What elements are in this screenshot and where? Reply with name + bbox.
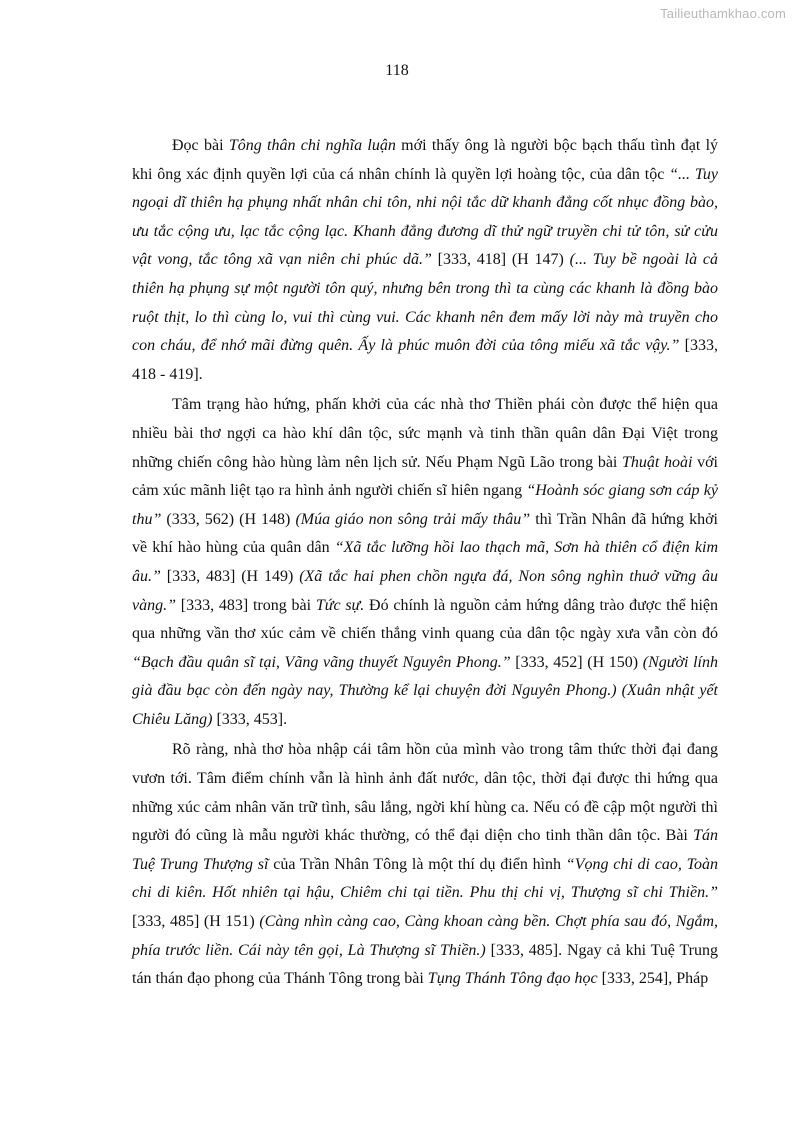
italic-run: (Xã tắc hai phen chồn ngựa đá, Non sông nghìn thuở vững âu vàng.” bbox=[132, 567, 718, 614]
italic-run: “Vọng chi di cao, Toàn chi di kiên. Hốt nhiên tại hậu, Chiêm chi tại tiền. Phu thị chi vị, Thượng sĩ chi Thiền.” bbox=[132, 855, 719, 902]
italic-run: Tán Tuệ Trung Thượng sĩ bbox=[132, 827, 718, 873]
italic-run: “Xã tắc lưỡng hồi lao thạch mã, Sơn hà thiên cổ điện kim âu.” bbox=[132, 539, 719, 585]
text-run: của Trần Nhân Tông là một thí dụ điển hình bbox=[268, 855, 566, 873]
italic-run: Tông thân chi nghĩa luận bbox=[228, 137, 396, 154]
page-number: 118 bbox=[385, 62, 409, 79]
text-run: Đó chính là nguồn cảm hứng dâng trào được thể hiện qua những vần thơ xúc cảm về chiến thắng vinh quang của dân tộc ngày xưa vẫn còn đó bbox=[132, 596, 718, 643]
text-run: Đọc bài bbox=[172, 137, 229, 154]
paragraph-2 bbox=[132, 391, 718, 734]
italic-run: Tụng Thánh Tông đạo học bbox=[427, 970, 598, 988]
text-run: [333, 418] (H 147) bbox=[431, 251, 570, 269]
text-run: [333, 485] (H 151) bbox=[132, 913, 260, 931]
italic-run: Thuật hoài bbox=[622, 453, 693, 471]
text-run: với cảm xúc mãnh liệt tạo ra hình ảnh người chiến sĩ hiên ngang bbox=[132, 453, 719, 500]
text-run: [333, 483] (H 149) bbox=[160, 567, 300, 585]
italic-run: “Bạch đầu quân sĩ tại, Vãng vãng thuyết Nguyên Phong.” bbox=[132, 653, 511, 671]
italic-run: (Càng nhìn càng cao, Càng khoan càng bền. Chợt phía sau đó, Ngắm, phía trước liền. Cái này tên gọi, Là Thượng sĩ Thiền.) bbox=[132, 913, 718, 959]
paragraph-3 bbox=[132, 736, 718, 993]
text-run: [333, 483] trong bài bbox=[176, 596, 316, 614]
italic-run: Tức sự. bbox=[315, 596, 365, 614]
text-run: Rõ ràng, nhà thơ hòa nhập cái tâm hồn của mình vào trong tâm thức thời đại đang vươn tới. Tâm điểm chính vẫn là hình ảnh đất nước, dân tộc, thời đại được thi hứng qua những xúc cảm nhân văn trữ tình, sâu lắng, ngời khí hùng ca. Nếu có đề cập một người thì người đó cũng là mẫu người khác thường, có thể đại diện cho tinh thần dân tộc. Bài bbox=[132, 741, 718, 845]
italic-run: (Múa giáo non sông trải mấy thâu” bbox=[295, 510, 531, 528]
italic-run: (... Tuy bề ngoài là cả thiên hạ phụng sự một người tôn quý, nhưng bên trong thì ta cùng các khanh là đồng bào ruột thịt, lo thì cùng lo, vui thì cùng vui. Các khanh nên đem mấy lời này mà truyền cho con cháu, để nhớ mãi đừng quên. Ấy là phúc muôn đời của tông miếu xã tắc vậy.” bbox=[132, 251, 719, 355]
text-run: Tâm trạng hào hứng, phấn khởi của các nhà thơ Thiền phái còn được thể hiện qua nhiều bài thơ ngợi ca hào khí dân tộc, sức mạnh và tinh thần quân dân Đại Việt trong những chiến công hào hùng làm nên lịch sử. Nếu Phạm Ngũ Lão trong bài bbox=[132, 396, 718, 471]
text-run: (333, 562) (H 148) bbox=[161, 510, 296, 528]
body-text bbox=[132, 132, 718, 994]
text-run: [333, 485]. Ngay cả khi Tuệ Trung tán thán đạo phong của Thánh Tông trong bài bbox=[132, 941, 718, 988]
text-run: mới thấy ông là người bộc bạch thấu tình đạt lý khi ông xác định quyền lợi của cá nhân chính là quyền lợi hoàng tộc, của dân tộc bbox=[132, 137, 719, 183]
italic-run: (Người lính già đầu bạc còn đến ngày nay, Thường kể lại chuyện đời Nguyên Phong.) (Xuân nhật yết Chiêu Lăng) bbox=[132, 653, 718, 728]
text-run: thì Trần Nhân đã hứng khởi về khí hào hùng của quân dân bbox=[132, 510, 718, 557]
watermark-text: Tailieuthamkhao.com bbox=[660, 6, 786, 21]
text-run: [333, 452] (H 150) bbox=[510, 653, 643, 671]
text-run: [333, 453]. bbox=[212, 710, 288, 728]
text-run: [333, 254], Pháp bbox=[597, 970, 709, 988]
italic-run: “... Tuy ngoại dĩ thiên hạ phụng nhất nhân chi tôn, nhi nội tắc dữ khanh đẳng cốt nhục đồng bào, ưu tắc cộng ưu, lạc tắc cộng lạc. Khanh đẳng đương dĩ thử ngữ truyền chi tử tôn, sử cửu vật vong, tắc tông xã vạn niên chi phúc dã.” bbox=[132, 165, 719, 269]
italic-run: “Hoành sóc giang sơn cáp kỷ thu” bbox=[132, 482, 718, 528]
paragraph-1 bbox=[132, 132, 718, 389]
text-run: [333, 418 - 419]. bbox=[132, 337, 719, 383]
